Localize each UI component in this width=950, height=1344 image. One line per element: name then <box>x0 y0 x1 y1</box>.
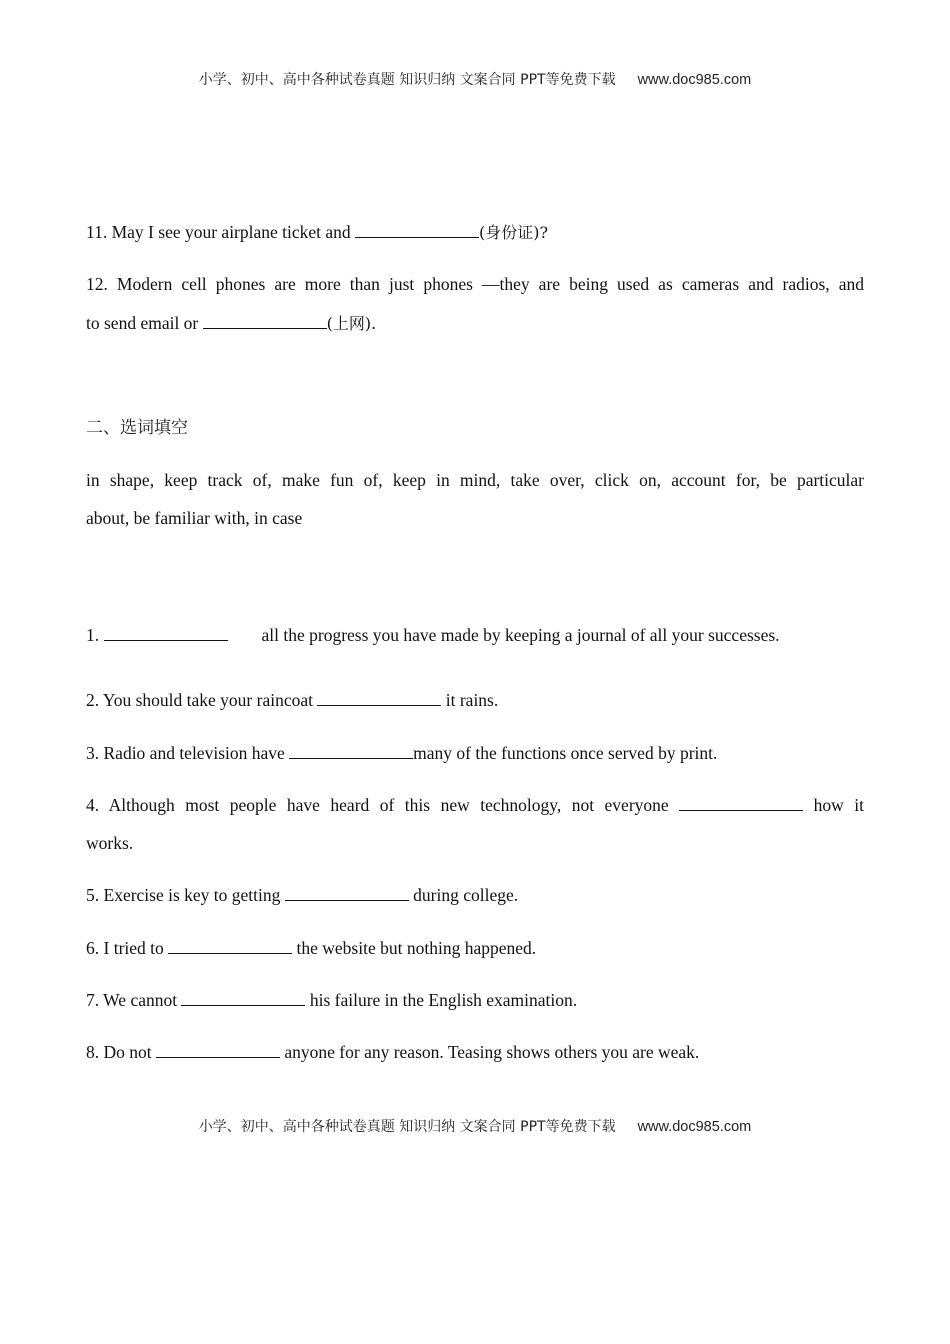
question-3 <box>86 743 864 763</box>
q4-line2: works. <box>86 833 134 853</box>
answer-blank <box>181 990 305 1006</box>
answer-blank <box>168 938 292 954</box>
q7-before: 7. We cannot <box>86 990 182 1010</box>
q6-before: 6. I tried to <box>86 938 169 958</box>
q8-before: 8. Do not <box>86 1042 156 1062</box>
q5-after: during college. <box>408 885 519 905</box>
question-1 <box>86 625 864 645</box>
q12-hint: (上网). <box>326 314 377 333</box>
q1-text: all the progress you have made by keeping a journal of all your successes. <box>261 625 780 645</box>
q2-after: it rains. <box>441 690 499 710</box>
q12-text-line1: 12. Modern cell phones are more than just phones —they are being used as cameras and radios, and <box>86 274 864 294</box>
word-bank-text-2: about, be familiar with, in case <box>86 508 303 528</box>
question-6 <box>86 938 864 958</box>
word-bank-line-1 <box>86 470 864 490</box>
section-title: 二、选词填空 <box>86 418 188 438</box>
q11-text: 11. May I see your airplane ticket and <box>86 222 356 242</box>
question-7 <box>86 990 864 1010</box>
q8-after: anyone for any reason. Teasing shows others you are weak. <box>280 1042 700 1062</box>
answer-blank <box>289 743 413 759</box>
answer-blank <box>285 885 409 901</box>
question-11 <box>86 222 864 243</box>
question-8 <box>86 1042 864 1062</box>
q6-after: the website but nothing happened. <box>292 938 537 958</box>
answer-blank <box>156 1042 280 1058</box>
q2-before: 2. You should take your raincoat <box>86 690 318 710</box>
q3-before: 3. Radio and television have <box>86 743 290 763</box>
footer-text: 小学、初中、高中各种试卷真题 知识归纳 文案合同 PPT等免费下载 <box>198 1119 616 1135</box>
q11-hint: (身份证)? <box>479 223 549 242</box>
q5-before: 5. Exercise is key to getting <box>86 885 285 905</box>
header-url[interactable]: www.doc985.com <box>637 72 752 88</box>
question-2 <box>86 690 864 710</box>
question-4-line-1 <box>86 795 864 815</box>
q12-text-line2: to send email or <box>86 313 203 333</box>
q7-after: his failure in the English examination. <box>305 990 578 1010</box>
answer-blank <box>104 625 228 641</box>
word-bank-line-2 <box>86 508 864 528</box>
q1-number: 1. <box>86 625 104 645</box>
answer-blank <box>203 313 327 329</box>
answer-blank <box>679 795 803 811</box>
page-footer <box>0 1116 950 1136</box>
q4-after: how it <box>803 795 864 815</box>
answer-blank <box>355 222 479 238</box>
question-12-line-1 <box>86 274 864 294</box>
q4-before: 4. Although most people have heard of this new technology, not everyone <box>86 795 680 815</box>
question-4-line-2 <box>86 833 864 853</box>
header-text: 小学、初中、高中各种试卷真题 知识归纳 文案合同 PPT等免费下载 <box>198 72 616 88</box>
page-header <box>0 69 950 89</box>
footer-url[interactable]: www.doc985.com <box>637 1119 752 1135</box>
question-5 <box>86 885 864 905</box>
word-bank-text-1: in shape, keep track of, make fun of, keep in mind, take over, click on, account for, be particular <box>86 470 864 490</box>
q3-after: many of the functions once served by print. <box>413 743 718 763</box>
answer-blank <box>317 690 441 706</box>
question-12-line-2 <box>86 313 864 334</box>
